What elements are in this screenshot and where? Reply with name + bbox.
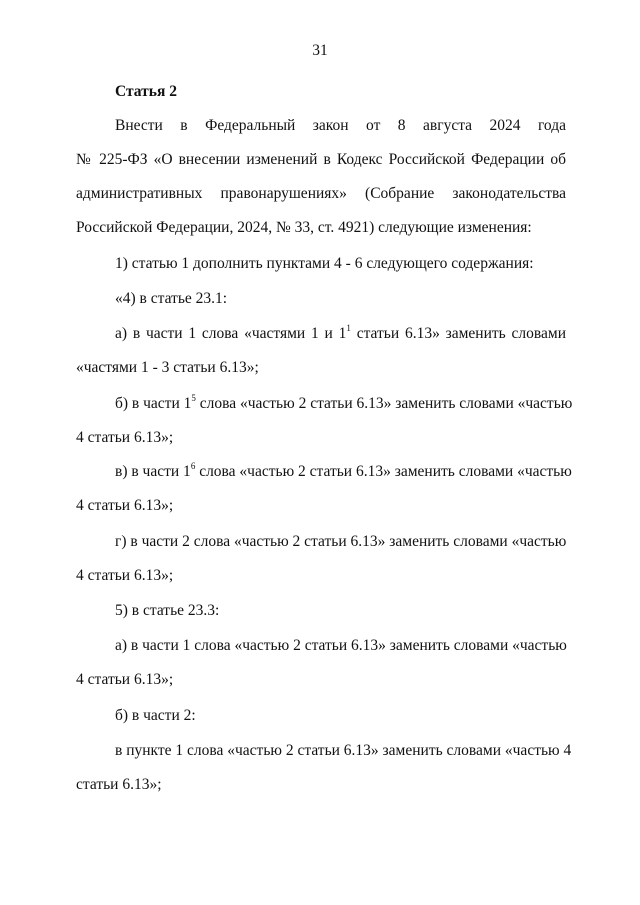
item-4-b-text-post: слова «частью 2 статьи 6.13» заменить словами «частью bbox=[195, 395, 573, 412]
item-5-b: б) в части 2: bbox=[115, 707, 196, 724]
intro-line-4: Российской Федерации, 2024, № 33, ст. 4921) следующие изменения: bbox=[76, 219, 532, 236]
item-4-v-text-post: слова «частью 2 статьи 6.13» заменить словами «частью bbox=[195, 463, 572, 480]
item-4-v-continuation: 4 статьи 6.13»; bbox=[76, 497, 174, 514]
item-4-v-text-pre: в) в части 1 bbox=[115, 463, 191, 480]
item-5-heading: 5) в статье 23.3: bbox=[115, 602, 220, 619]
item-4-a-text-pre: а) в части 1 слова «частями 1 и 1 bbox=[115, 325, 347, 342]
item-4-a-superscript: 1 bbox=[346, 323, 351, 333]
item-4-heading: «4) в статье 23.1: bbox=[115, 290, 228, 307]
intro-line-1: Внести в Федеральный закон от 8 августа 2024 года bbox=[115, 117, 566, 134]
item-4-b-superscript: 5 bbox=[191, 393, 196, 403]
item-4-v-superscript: 6 bbox=[190, 461, 196, 471]
item-5-b-point-1-continuation: статьи 6.13»; bbox=[76, 776, 162, 793]
page-number: 31 bbox=[312, 42, 328, 59]
item-4-a-continuation: «частями 1 - 3 статьи 6.13»; bbox=[76, 359, 259, 376]
item-4-g-continuation: 4 статьи 6.13»; bbox=[76, 567, 174, 584]
item-4-v bbox=[115, 461, 572, 481]
item-4-b-text-pre: б) в части 1 bbox=[115, 395, 192, 412]
item-1: 1) статью 1 дополнить пунктами 4 - 6 следующего содержания: bbox=[115, 255, 534, 272]
item-4-a bbox=[115, 325, 566, 343]
intro-line-2: № 225-ФЗ «О внесении изменений в Кодекс Российской Федерации об bbox=[76, 151, 566, 168]
article-heading: Статья 2 bbox=[115, 83, 177, 100]
item-5-b-point-1: в пункте 1 слова «частью 2 статьи 6.13» заменить словами «частью 4 bbox=[115, 742, 572, 759]
item-4-b-continuation: 4 статьи 6.13»; bbox=[76, 429, 174, 446]
intro-line-3: административных правонарушениях» (Собрание законодательства bbox=[76, 185, 566, 202]
item-4-b bbox=[115, 393, 573, 413]
item-5-a: а) в части 1 слова «частью 2 статьи 6.13» заменить словами «частью bbox=[115, 637, 567, 654]
item-5-a-continuation: 4 статьи 6.13»; bbox=[76, 671, 174, 688]
item-4-g: г) в части 2 слова «частью 2 статьи 6.13» заменить словами «частью bbox=[115, 533, 567, 550]
item-4-a-text-post: статьи 6.13» заменить словами bbox=[350, 325, 567, 342]
